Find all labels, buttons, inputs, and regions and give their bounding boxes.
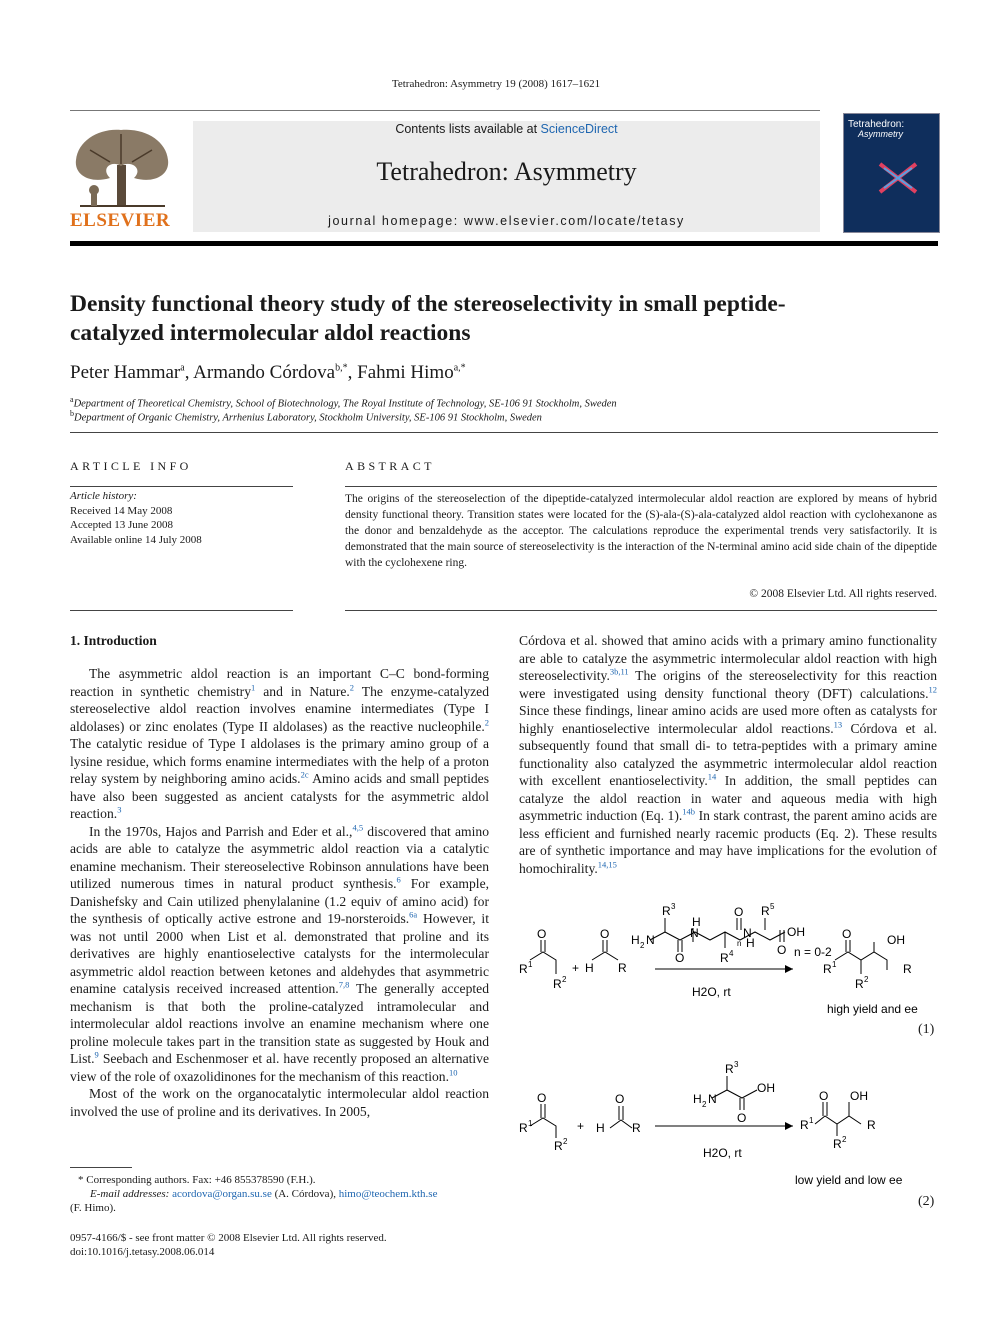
intro-right-column bbox=[519, 632, 937, 877]
svg-text:n: n bbox=[737, 939, 742, 948]
svg-text:2: 2 bbox=[563, 1137, 568, 1146]
svg-text:OH: OH bbox=[887, 933, 905, 947]
issn-doi: 0957-4166/$ - see front matter © 2008 Elsevier Ltd. All rights reserved. doi:10.1016/j.tetasy.2008.06.014 bbox=[70, 1232, 387, 1258]
equation-number: (2) bbox=[918, 1194, 935, 1209]
svg-text:H: H bbox=[746, 936, 755, 950]
abstract-heading: ABSTRACT bbox=[345, 459, 435, 473]
article-history: Article history: Received 14 May 2008 Accepted 13 June 2008 Available online 14 July 2008 bbox=[70, 490, 202, 546]
cover-title: Tetrahedron: bbox=[848, 119, 905, 130]
svg-text:5: 5 bbox=[770, 902, 775, 911]
cover-subtitle: Asymmetry bbox=[858, 129, 903, 139]
section-heading: 1. Introduction bbox=[70, 633, 157, 648]
divider bbox=[70, 610, 293, 611]
svg-text:low yield and low ee: low yield and low ee bbox=[795, 1173, 903, 1187]
email-link[interactable]: himo@teochem.kth.se bbox=[338, 1188, 438, 1200]
svg-text:1: 1 bbox=[809, 1116, 814, 1125]
header-rule bbox=[70, 110, 820, 111]
svg-text:H: H bbox=[692, 915, 701, 929]
svg-text:3: 3 bbox=[734, 1060, 739, 1069]
svg-text:R: R bbox=[725, 1062, 734, 1076]
svg-text:2: 2 bbox=[702, 1100, 707, 1109]
svg-text:3: 3 bbox=[671, 902, 676, 911]
svg-text:+: + bbox=[577, 1119, 585, 1133]
svg-text:N: N bbox=[690, 926, 699, 940]
svg-text:O: O bbox=[737, 1111, 747, 1125]
author-name: Fahmi Himo bbox=[357, 362, 454, 383]
svg-text:H: H bbox=[631, 933, 640, 947]
svg-text:1: 1 bbox=[528, 960, 533, 969]
svg-text:O: O bbox=[777, 943, 787, 957]
article-title: Density functional theory study of the stereoselectivity in small peptide-catalyzed intermolecular aldol reactions bbox=[70, 291, 786, 346]
paragraph: Córdova et al. showed that amino acids with a primary amino functionality are able to catalyze the asymmetric intermolecular aldol reaction with high stereoselectivity.$^{3b,11}$ The origins of the stereoselectivity for this reaction were investigated using density functional theory (DFT) calculations.$^{12}$ Since these findings, linear amino acids are used more often as catalysts for highly enantioselective intermolecular aldol reactions.$^{13}$ Córdova et al. subsequently found that small di- to tetra-peptides with a primary amine functionality also catalyzed the asymmetric intermolecular aldol reaction with excellent enantioselectivity.$^{14}$ In addition, the small peptides can catalyze the aldol reaction in water and aqueous media with high asymmetric induction (Eq. 1).$^{14b}$ In stark contrast, the parent amino acids are less efficient and furnished nearly racemic products (Eq. 2). These results are of synthetic importance and may have implications for the evolution of homochirality.$^{14,15}$ bbox=[519, 633, 937, 876]
affiliation-a: $^a$Department of Theoretical Chemistry, School of Biotechnology, The Royal Institute of Technology, SE-106 91 Stockholm, Sweden bbox=[70, 395, 617, 410]
svg-text:R: R bbox=[855, 977, 864, 991]
svg-text:2: 2 bbox=[842, 1135, 847, 1144]
author-list: Peter Hammar$^a$, Armando Córdova$^{b,*}$, Fahmi Himo$^{a,*}$ bbox=[70, 362, 466, 383]
svg-text:N: N bbox=[708, 1092, 717, 1106]
abstract-copyright: © 2008 Elsevier Ltd. All rights reserved. bbox=[749, 588, 937, 600]
svg-text:R: R bbox=[800, 1118, 809, 1132]
divider bbox=[345, 486, 937, 487]
intro-left-column bbox=[70, 665, 489, 1120]
svg-text:R: R bbox=[662, 904, 671, 918]
svg-text:R: R bbox=[903, 962, 912, 976]
reaction-scheme-2 bbox=[515, 1058, 940, 1188]
svg-text:R: R bbox=[823, 962, 832, 976]
svg-text:4: 4 bbox=[729, 949, 734, 958]
svg-text:O: O bbox=[537, 1091, 547, 1105]
author-name: Peter Hammar bbox=[70, 362, 181, 383]
equation-number: (1) bbox=[918, 1022, 935, 1037]
svg-text:O: O bbox=[675, 951, 685, 965]
cover-graphic bbox=[878, 160, 918, 196]
footnote-rule bbox=[70, 1167, 132, 1168]
svg-text:2: 2 bbox=[640, 941, 645, 950]
email-link[interactable]: acordova@organ.su.se bbox=[172, 1188, 272, 1200]
article-info-heading: ARTICLE INFO bbox=[70, 459, 192, 473]
paragraph: In the 1970s, Hajos and Parrish and Eder et al.,$^{4,5}$ discovered that amino acids are able to catalyze the asymmetric aldol reaction via a catalytic enamine mechanism. Their stereoselective Robinson annulations have been utilized numerous times in natural product synthesis.$^6$ For example, Danishefsky and Cain utilized phenylalanine (1.2 equiv of amino acid) for the synthesis of optically active estrone and 19-norsteroids.$^{6a}$ However, it was not until 2000 when List et al. demonstrated that proline and its derivatives are highly enantioselective catalysts for the intermolecular asymmetric aldol reaction between ketones and aldehydes that asymmetric enamine catalysis received increased attention.$^{7,8}$ The generally accepted mechanism is that both the proline-catalyzed intramolecular and intermolecular aldol reactions involve an enamine mechanism where one proline molecule takes part in the transition state as suggested by Houk and List.$^9$ Seebach and Eschenmoser et al. have recently proposed an alternative view of the role of oxazolidinones for the mechanism of this reaction.$^{10}$ bbox=[70, 821, 489, 1084]
reaction-scheme-1 bbox=[515, 900, 940, 1025]
svg-text:1: 1 bbox=[832, 960, 837, 969]
svg-text:O: O bbox=[600, 927, 610, 941]
svg-text:R: R bbox=[632, 1121, 641, 1135]
svg-text:2: 2 bbox=[864, 975, 869, 984]
svg-text:R: R bbox=[519, 1121, 528, 1135]
svg-text:high yield and ee: high yield and ee bbox=[827, 1002, 918, 1016]
svg-text:+: + bbox=[572, 961, 580, 975]
svg-text:O: O bbox=[734, 905, 744, 919]
journal-homepage[interactable]: journal homepage: www.elsevier.com/locate/tetasy bbox=[328, 214, 685, 228]
svg-text:H: H bbox=[596, 1121, 605, 1135]
journal-citation: Tetrahedron: Asymmetry 19 (2008) 1617–1621 bbox=[391, 78, 601, 90]
elsevier-tree-logo bbox=[70, 120, 174, 210]
paragraph: The asymmetric aldol reaction is an important C–C bond-forming reaction in synthetic chemistry$^1$ and in Nature.$^2$ The enzyme-catalyzed stereoselective aldol reaction involves enamine intermediates (Type I aldolases) or zinc enolates (Type II aldolases) as the reactive nucleophile.$^2$ The catalytic residue of Type I aldolases is the primary amino group of a lysine residue, which forms enamine intermediates with the help of a proton relay system by neighboring amino acids.$^{2c}$ Amino acids and small peptides have also been suggested as ancient catalysts for the asymmetric aldol reaction.$^3$ bbox=[70, 666, 490, 821]
svg-text:O: O bbox=[537, 927, 547, 941]
divider bbox=[345, 610, 937, 611]
divider bbox=[70, 432, 938, 433]
svg-text:O: O bbox=[819, 1089, 829, 1103]
svg-text:R: R bbox=[833, 1137, 842, 1151]
svg-text:OH: OH bbox=[787, 925, 805, 939]
divider bbox=[70, 486, 293, 487]
svg-text:R: R bbox=[618, 961, 627, 975]
svg-text:1: 1 bbox=[528, 1119, 533, 1128]
svg-text:N: N bbox=[646, 933, 655, 947]
svg-text:O: O bbox=[842, 927, 852, 941]
svg-text:O: O bbox=[615, 1092, 625, 1106]
paragraph: Most of the work on the organocatalytic intermolecular aldol reaction involved the use of proline and its derivatives. In 2005, bbox=[70, 1086, 489, 1119]
svg-text:R: R bbox=[761, 904, 770, 918]
svg-text:n = 0-2: n = 0-2 bbox=[794, 945, 832, 959]
svg-text:2: 2 bbox=[562, 975, 567, 984]
author-name: Armando Córdova bbox=[193, 362, 336, 383]
sciencedirect-link[interactable]: ScienceDirect bbox=[540, 122, 618, 136]
svg-text:R: R bbox=[720, 951, 729, 965]
svg-text:N: N bbox=[743, 926, 752, 940]
svg-text:H: H bbox=[585, 961, 594, 975]
svg-text:H: H bbox=[693, 1092, 702, 1106]
svg-text:OH: OH bbox=[757, 1081, 775, 1095]
svg-text:R: R bbox=[553, 977, 562, 991]
svg-text:H2O, rt: H2O, rt bbox=[692, 985, 731, 999]
footnotes: * Corresponding authors. Fax: +46 855378590 (F.H.). E-mail addresses: acordova@organ.su.se (A. Córdova), himo@teochem.kth.se (F. Himo). bbox=[70, 1174, 438, 1214]
abstract-text: The origins of the stereoselection of the dipeptide-catalyzed intermolecular aldol reaction are explored by means of hybrid density functional theory. Transition states were located for the (S)-ala-(S)-ala-catalyzed aldol reaction with cyclohexanone as the donor and benzaldehyde as the acceptor. The calculations reproduce the experimental trends very satisfactorily. It is demonstrated that the main source of stereoselectivity is the interaction of the N-terminal amino acid side chain of the dipeptide with the cyclohexene ring. bbox=[345, 493, 937, 569]
header-thick-rule bbox=[70, 241, 938, 246]
svg-text:R: R bbox=[867, 1118, 876, 1132]
svg-text:R: R bbox=[554, 1139, 563, 1153]
affiliation-b: $^b$Department of Organic Chemistry, Arrhenius Laboratory, Stockholm University, SE-106 91 Stockholm, Sweden bbox=[70, 409, 542, 424]
svg-text:R: R bbox=[519, 962, 528, 976]
svg-text:H2O, rt: H2O, rt bbox=[703, 1146, 742, 1160]
svg-text:OH: OH bbox=[850, 1089, 868, 1103]
elsevier-wordmark: ELSEVIER bbox=[70, 210, 171, 231]
journal-title: Tetrahedron: Asymmetry bbox=[376, 157, 637, 186]
contents-line: Contents lists available at ScienceDirect bbox=[395, 122, 618, 136]
